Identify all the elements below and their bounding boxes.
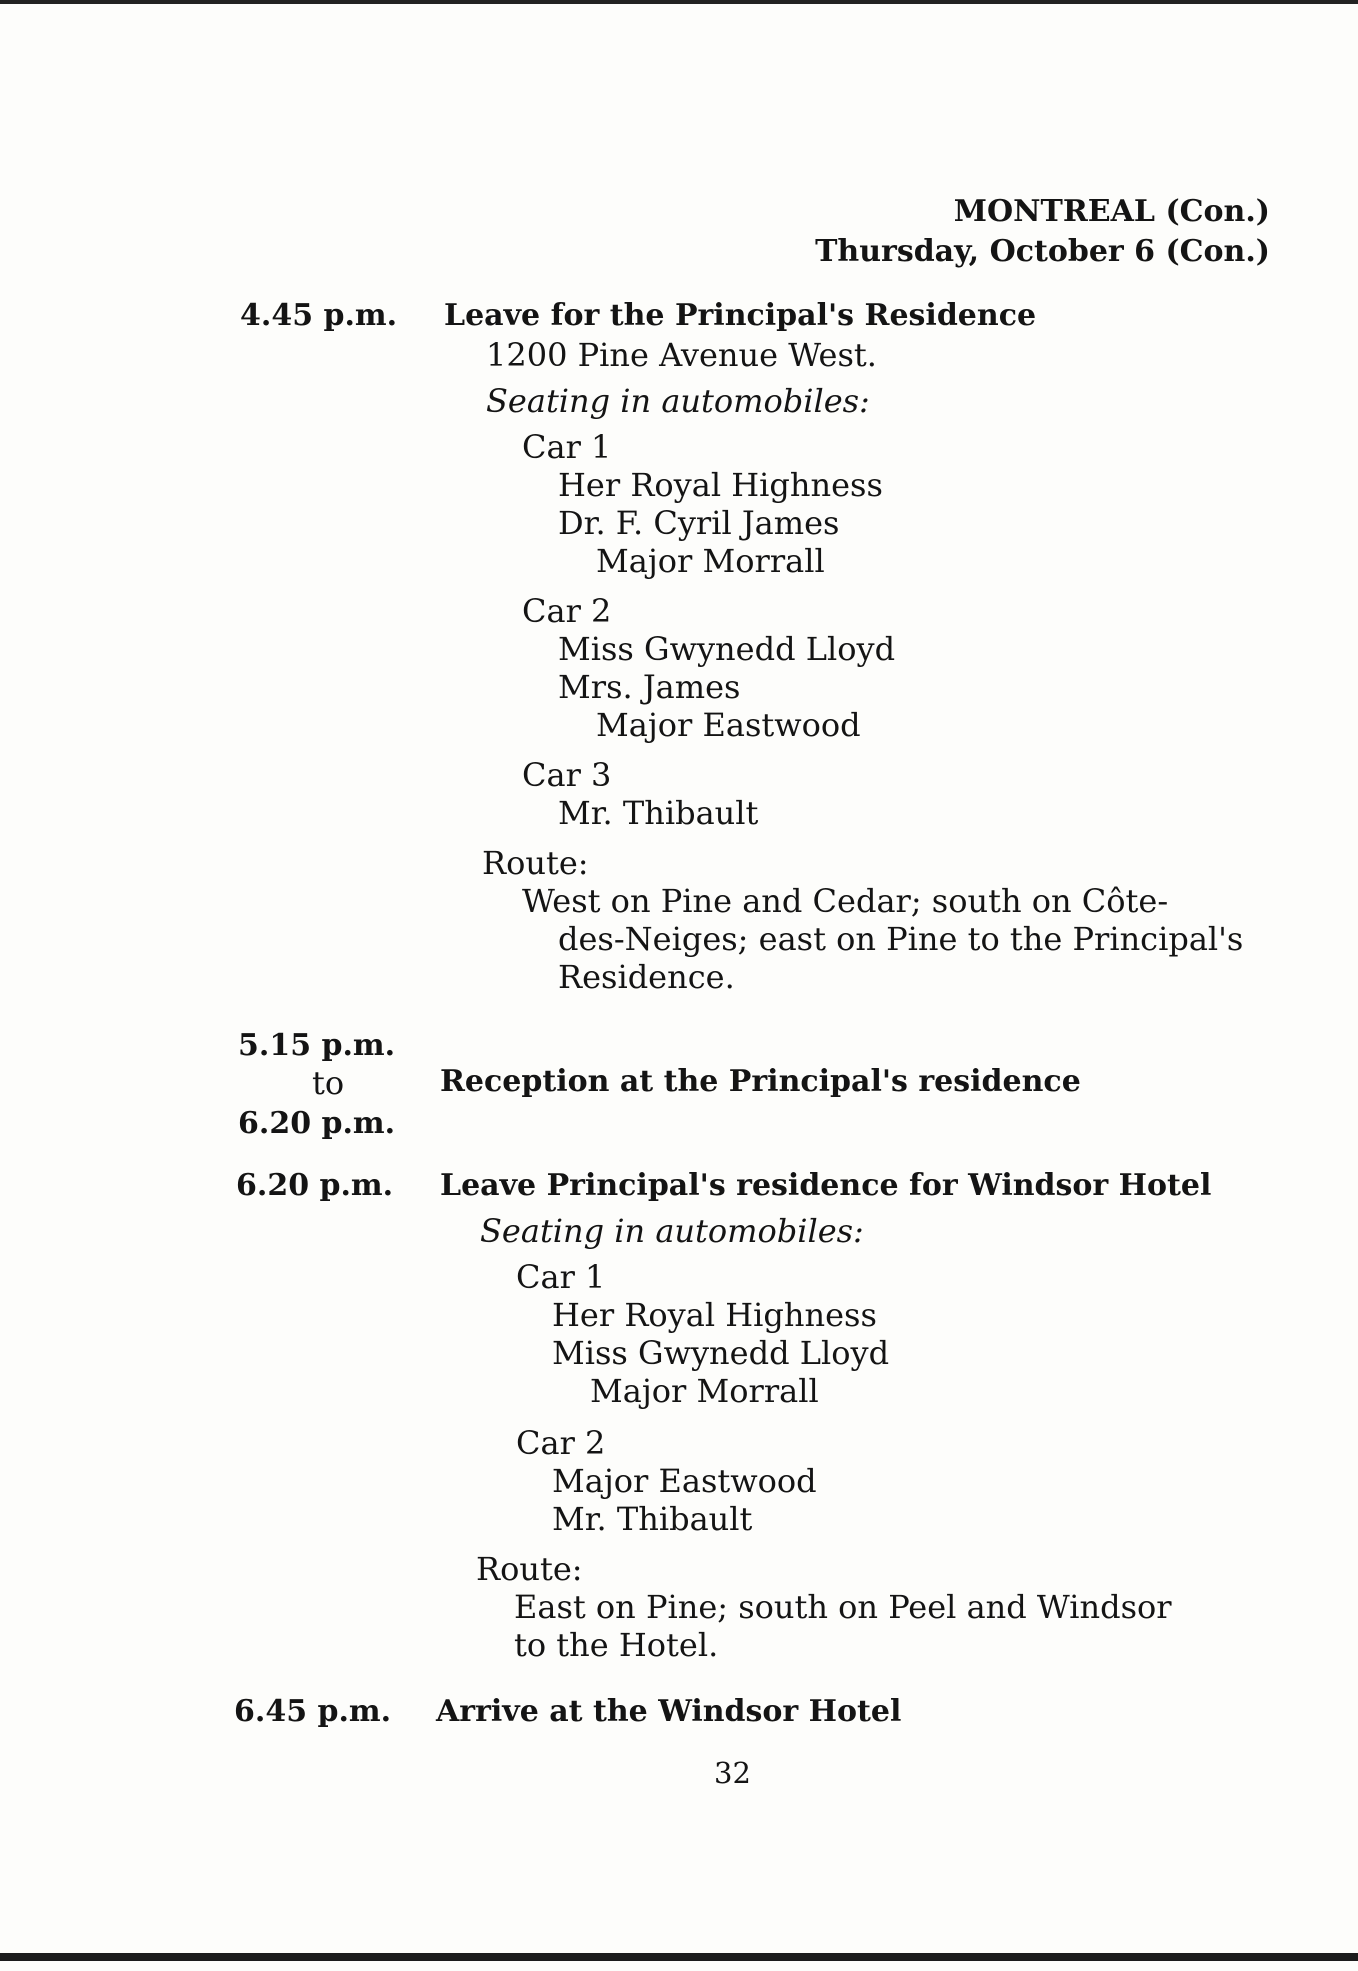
- passenger: Mrs. James: [558, 668, 741, 706]
- entry-title: Leave for the Principal's Residence: [444, 298, 1037, 333]
- car-label: Car 2: [522, 592, 612, 630]
- entry-address: 1200 Pine Avenue West.: [486, 336, 877, 374]
- entry-time-to: to: [312, 1064, 345, 1102]
- route-line: West on Pine and Cedar; south on Côte-: [522, 882, 1169, 920]
- passenger: Her Royal Highness: [558, 466, 883, 504]
- passenger: Miss Gwynedd Lloyd: [558, 630, 896, 668]
- passenger: Mr. Thibault: [558, 794, 759, 832]
- route-line: des-Neiges; east on Pine to the Principal's: [558, 920, 1244, 958]
- route-line: Residence.: [558, 958, 735, 996]
- entry-title: Reception at the Principal's residence: [440, 1064, 1081, 1099]
- car-label: Car 3: [522, 756, 612, 794]
- route-line: East on Pine; south on Peel and Windsor: [514, 1588, 1172, 1626]
- route-label: Route:: [476, 1550, 583, 1588]
- passenger: Dr. F. Cyril James: [558, 504, 840, 542]
- front-passenger: Major Morrall: [590, 1372, 819, 1410]
- entry-title: Arrive at the Windsor Hotel: [436, 1694, 902, 1729]
- entry-time-end: 6.20 p.m.: [238, 1106, 396, 1141]
- car-label: Car 2: [516, 1424, 606, 1462]
- entry-title: Leave Principal's residence for Windsor Hotel: [440, 1168, 1212, 1203]
- passenger: Mr. Thibault: [552, 1500, 753, 1538]
- page-number: 32: [714, 1756, 751, 1790]
- entry-time-start: 5.15 p.m.: [238, 1028, 396, 1063]
- passenger: Major Eastwood: [552, 1462, 817, 1500]
- entry-time: 4.45 p.m.: [240, 298, 398, 333]
- passenger: Her Royal Highness: [552, 1296, 877, 1334]
- header-city: MONTREAL (Con.): [953, 194, 1270, 229]
- seating-label: Seating in automobiles:: [486, 382, 870, 420]
- entry-time: 6.20 p.m.: [236, 1168, 394, 1203]
- entry-time: 6.45 p.m.: [234, 1694, 392, 1729]
- passenger: Miss Gwynedd Lloyd: [552, 1334, 890, 1372]
- front-passenger: Major Morrall: [596, 542, 825, 580]
- route-label: Route:: [482, 844, 589, 882]
- scan-edge-top: [0, 0, 1358, 4]
- car-label: Car 1: [522, 428, 612, 466]
- scan-edge-bottom: [0, 1953, 1358, 1961]
- header-date: Thursday, October 6 (Con.): [815, 234, 1270, 269]
- route-line: to the Hotel.: [514, 1626, 719, 1664]
- seating-label: Seating in automobiles:: [480, 1212, 864, 1250]
- car-label: Car 1: [516, 1258, 606, 1296]
- front-passenger: Major Eastwood: [596, 706, 861, 744]
